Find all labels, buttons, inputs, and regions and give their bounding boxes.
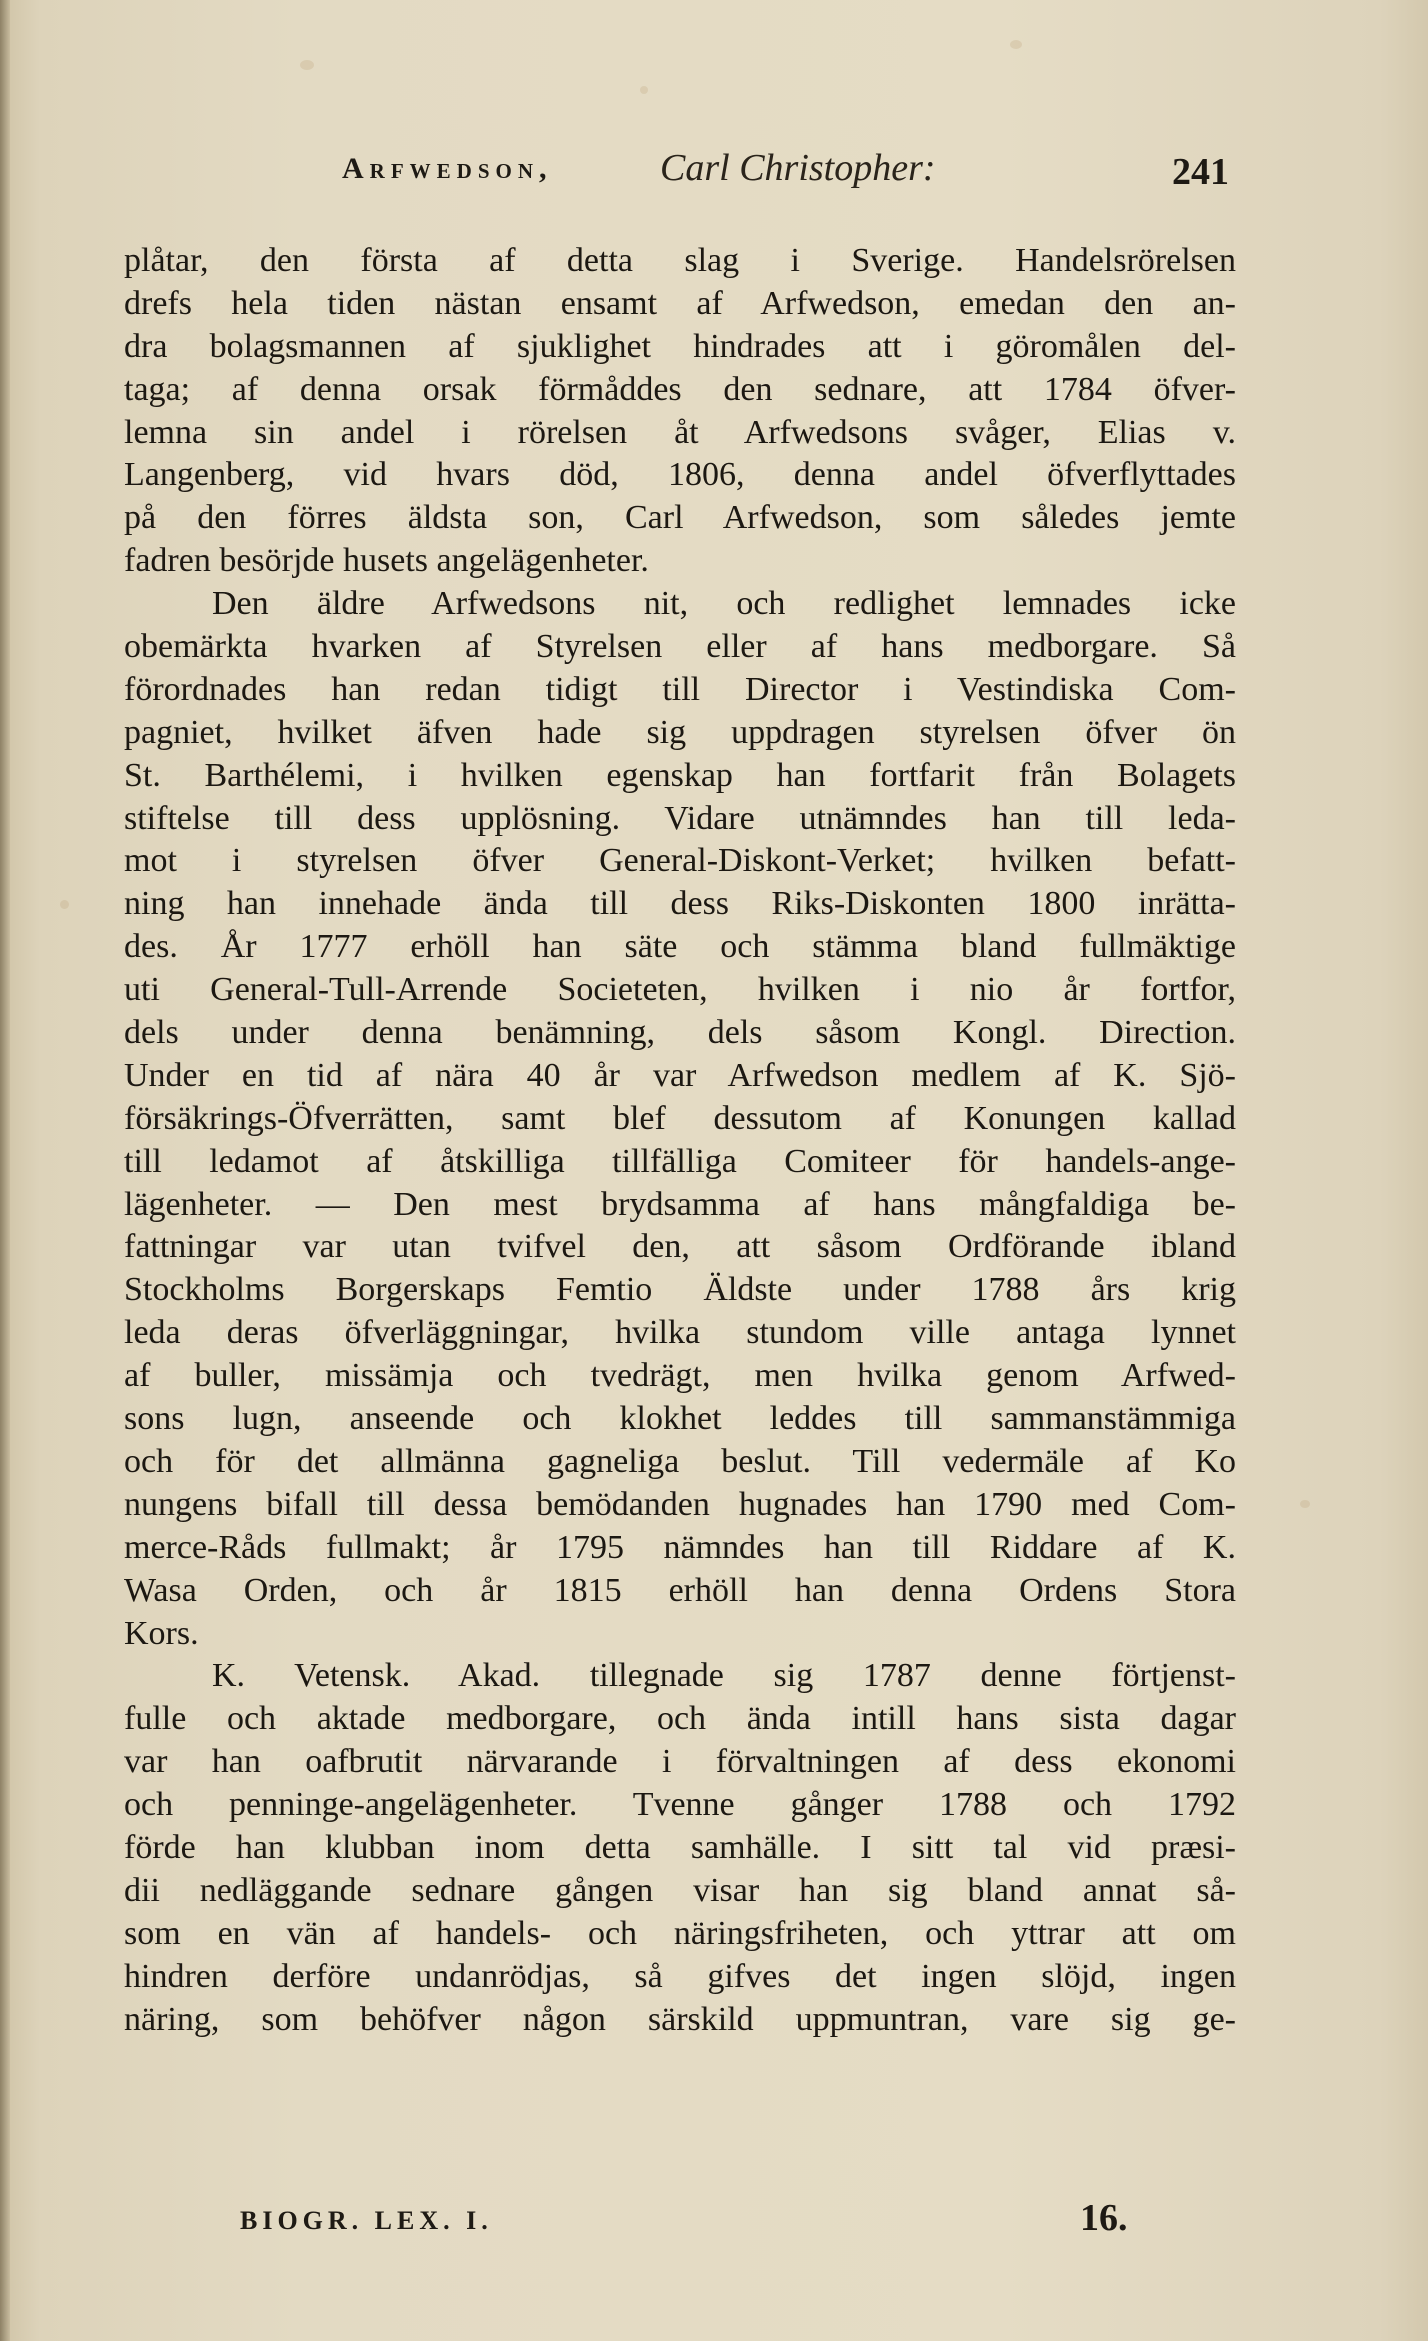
text-line: dii nedläggande sednare gången visar han sig bland annat så-: [124, 1871, 1236, 1909]
text-line: af buller, missämja och tvedrägt, men hvilka genom Arfwed-: [124, 1357, 1236, 1395]
paper-stain: [1300, 1500, 1310, 1508]
text-line: Kors.: [124, 1614, 199, 1652]
page-spine-edge: [0, 0, 10, 2341]
text-line: obemärkta hvarken af Styrelsen eller af hans medborgare. Så: [124, 628, 1236, 666]
text-line: Wasa Orden, och år 1815 erhöll han denna Ordens Stora: [124, 1571, 1236, 1609]
text-line: näring, som behöfver någon särskild uppmuntran, vare sig ge-: [124, 2000, 1236, 2038]
text-line: St. Barthélemi, i hvilken egenskap han fortfarit från Bolagets: [124, 756, 1236, 794]
text-line: dra bolagsmannen af sjuklighet hindrades att i göromålen del-: [124, 327, 1236, 365]
text-line: uti General-Tull-Arrende Societeten, hvilken i nio år fortfor,: [124, 971, 1236, 1009]
text-line: des. År 1777 erhöll han säte och stämma bland fullmäktige: [124, 928, 1236, 966]
text-line: ning han innehade ända till dess Riks-Diskonten 1800 inrätta-: [124, 885, 1236, 923]
text-line: pagniet, hvilket äfven hade sig uppdragen styrelsen öfver ön: [124, 713, 1236, 751]
text-line: och penninge-angelägenheter. Tvenne gånger 1788 och 1792: [124, 1786, 1236, 1824]
text-line: sons lugn, anseende och klokhet leddes till sammanstämmiga: [124, 1400, 1236, 1438]
header-surname: Arfwedson,: [342, 152, 553, 185]
text-line: Den äldre Arfwedsons nit, och redlighet lemnades icke: [212, 585, 1236, 623]
text-line: fulle och aktade medborgare, och ända intill hans sista dagar: [124, 1700, 1236, 1738]
text-line: och för det allmänna gagneliga beslut. Till vedermäle af Ko: [124, 1442, 1236, 1480]
printer-signature: BIOGR. LEX. I.: [240, 2206, 493, 2235]
body-text: [124, 240, 1236, 2041]
text-line: Under en tid af nära 40 år var Arfwedson medlem af K. Sjö-: [124, 1056, 1236, 1094]
text-line: leda deras öfverläggningar, hvilka stundom ville antaga lynnet: [124, 1314, 1236, 1352]
text-line: fattningar var utan tvifvel den, att såsom Ordförande ibland: [124, 1228, 1236, 1266]
text-line: taga; af denna orsak förmåddes den sednare, att 1784 öfver-: [124, 370, 1236, 408]
text-line: drefs hela tiden nästan ensamt af Arfwedson, emedan den an-: [124, 284, 1236, 322]
text-line: till ledamot af åtskilliga tillfälliga Comiteer för handels-ange-: [124, 1142, 1236, 1180]
text-line: försäkrings-Öfverrätten, samt blef dessutom af Konungen kallad: [124, 1099, 1236, 1137]
text-line: Langenberg, vid hvars död, 1806, denna andel öfverflyttades: [124, 456, 1236, 494]
text-line: som en vän af handels- och näringsfriheten, och yttrar att om: [124, 1914, 1236, 1952]
text-line: på den förres äldsta son, Carl Arfwedson, som således jemte: [124, 499, 1236, 537]
text-line: Stockholms Borgerskaps Femtio Äldste under 1788 års krig: [124, 1271, 1236, 1309]
text-line: nungens bifall till dessa bemödanden hugnades han 1790 med Com-: [124, 1485, 1236, 1523]
text-line: mot i styrelsen öfver General-Diskont-Verket; hvilken befatt-: [124, 842, 1236, 880]
paper-stain: [300, 60, 314, 70]
text-line: fadren besörjde husets angelägenheter.: [124, 542, 649, 580]
paper-stain: [1010, 40, 1022, 49]
text-line: var han oafbrutit närvarande i förvaltningen af dess ekonomi: [124, 1743, 1236, 1781]
text-line: dels under denna benämning, dels såsom Kongl. Direction.: [124, 1014, 1236, 1052]
text-line: hindren derföre undanrödjas, så gifves det ingen slöjd, ingen: [124, 1957, 1236, 1995]
sheet-number: 16.: [1080, 2197, 1128, 2239]
text-line: stiftelse till dess upplösning. Vidare utnämndes han till leda-: [124, 799, 1236, 837]
text-line: merce-Råds fullmakt; år 1795 nämndes han till Riddare af K.: [124, 1528, 1236, 1566]
text-line: förde han klubban inom detta samhälle. I sitt tal vid præsi-: [124, 1828, 1236, 1866]
paper-stain: [640, 86, 648, 94]
running-header: [342, 140, 1242, 200]
text-line: plåtar, den första af detta slag i Sverige. Handelsrörelsen: [124, 242, 1236, 279]
header-given-names: Carl Christopher:: [660, 147, 936, 189]
paper-stain: [60, 900, 69, 909]
text-line: lemna sin andel i rörelsen åt Arfwedsons svåger, Elias v.: [124, 413, 1236, 451]
text-line: lägenheter. — Den mest brydsamma af hans mångfaldiga be-: [124, 1185, 1236, 1223]
page-number: 241: [1172, 151, 1229, 193]
text-line: K. Vetensk. Akad. tillegnade sig 1787 denne förtjenst-: [212, 1657, 1236, 1695]
text-line: förordnades han redan tidigt till Director i Vestindiska Com-: [124, 670, 1236, 708]
